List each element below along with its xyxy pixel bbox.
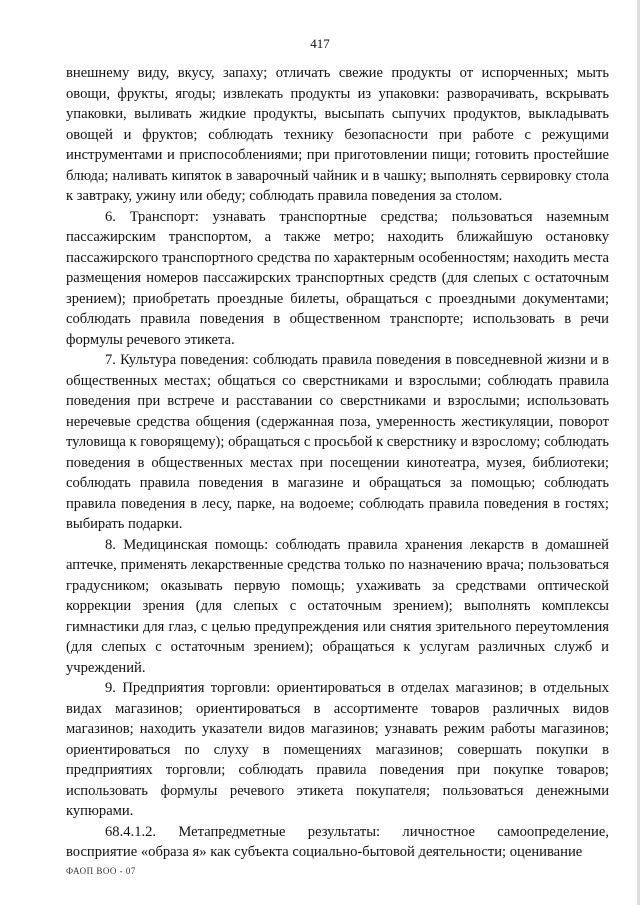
page-number: 417	[310, 36, 330, 51]
paragraph-continued: внешнему виду, вкусу, запаху; отличать свежие продукты от испорченных; мыть овощи, фрукты, ягоды; извлекать продукты из упаковки: разворачивать, вскрывать упаковки, выливать жидкие продукты, высыпать сыпучих продуктов, выкладывать овощей и фруктов; соблюдать технику безопасности при работе с режущими инструментами и приспособлениями; при приготовлении пищи; готовить простейшие блюда; наливать кипяток в заварочный чайник и в чашку; выполнять сервировку стола к завтраку, ужину или обеду; соблюдать правила поведения за столом.	[66, 65, 609, 204]
paragraph-medical-help: 8. Медицинская помощь: соблюдать правила хранения лекарств в домашней аптечке, применять лекарственные средства только по назначению врача; пользоваться градусником; оказывать первую помощь; ухаживать за средствами оптической коррекции зрения (для слепых с остаточным зрением); выполнять комплексы гимнастики для глаз, с целью предупреждения или снятия зрительного переутомления (для слепых с остаточным зрением); обращаться к услугам различных служб и учреждений.	[66, 536, 609, 676]
paragraph-behavior-culture: 7. Культура поведения: соблюдать правила поведения в повседневной жизни и в общественных местах; общаться со сверстниками и взрослыми; соблюдать правила поведения при встрече и расставании со сверстниками и взрослыми; использовать неречевые средства общения (сдержанная поза, умеренность жестикуляции, поворот туловища к говорящему); обращаться с просьбой к сверстнику и взрослому; соблюдать поведения в общественных местах при посещении кинотеатра, музея, библиотеки; соблюдать правила поведения в магазине и обращаться за помощью; соблюдать правила поведения в лесу, парке, на водоеме; соблюдать правила поведения в гостях; выбирать подарки.	[66, 352, 609, 532]
paragraph-trade-enterprises: 9. Предприятия торговли: ориентироваться в отделах магазинов; в отдельных видах магазинов; ориентироваться в ассортименте товаров различных видов магазинов; находить указатели видов магазинов; узнавать режим работы магазинов; ориентироваться по слуху в помещениях магазинов; совершать покупки в предприятиях торговли; соблюдать правила поведения при покупке товаров; использовать формулы речевого этикета покупателя; пользоваться денежными купюрами.	[66, 680, 609, 819]
document-body	[66, 63, 609, 863]
footer-document-code: ФАОП ВОО - 07	[66, 866, 136, 876]
paragraph-metasubject-results: 68.4.1.2. Метапредметные результаты: личностное самоопределение, восприятие «образа я» как субъекта социально-бытовой деятельности; оценивание	[66, 823, 609, 860]
paragraph-transport: 6. Транспорт: узнавать транспортные средства; пользоваться наземным пассажирским транспортом, а также метро; находить ближайшую остановку пассажирского транспортного средства по характерным особенностям; находить места размещения номеров пассажирских транспортных средств (для слепых с остаточным зрением); приобретать проездные билеты, обращаться с проездными документами; соблюдать правила поведения в общественном транспорте; использовать в речи формулы речевого этикета.	[66, 208, 609, 348]
